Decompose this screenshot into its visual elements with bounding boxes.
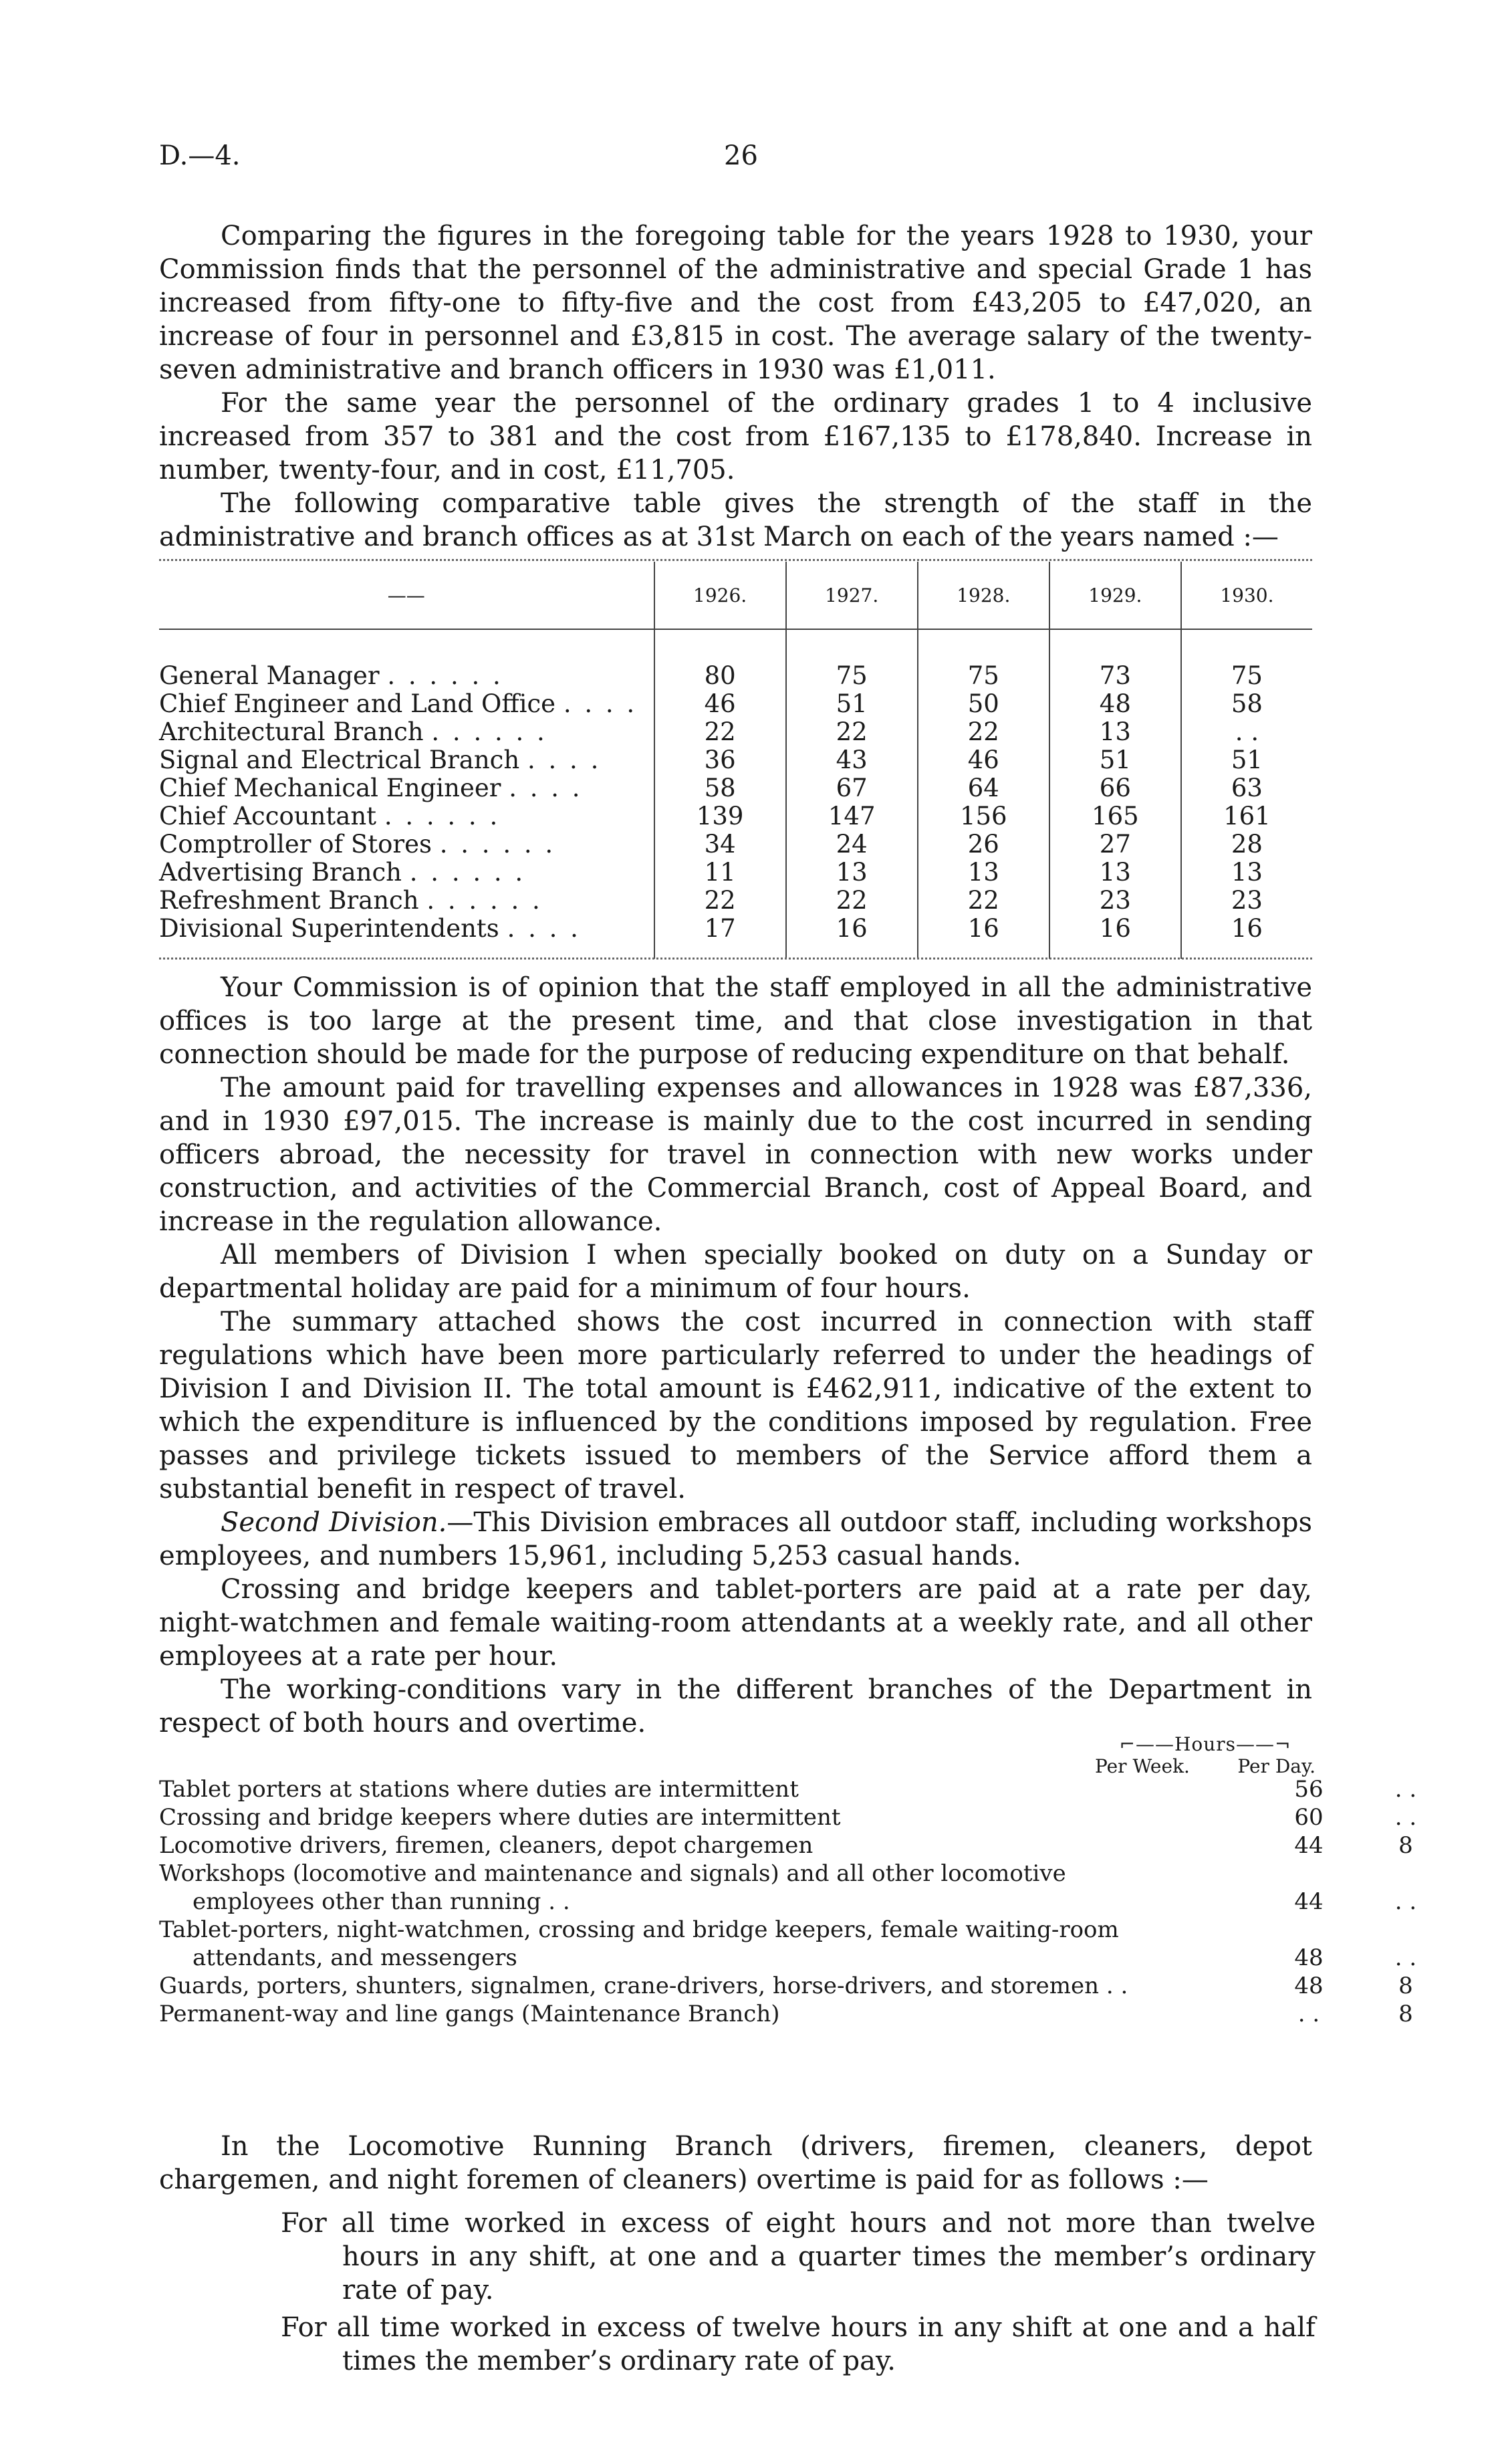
table-cell: 28 [1181, 830, 1312, 859]
table-cell: 34 [654, 830, 786, 859]
table-cell: 13 [786, 859, 918, 887]
document-reference: D.—4. [159, 140, 241, 171]
table-cell: 139 [654, 802, 786, 830]
paragraph: For the same year the personnel of the ordinary grades 1 to 4 inclusive increased from 357 to 381 and the cost from £167,135 to £178,840. Increase in number, twenty-four, and in cost, £11,705. [159, 388, 1312, 485]
paragraph: Your Commission is of opinion that the staff employed in all the administrative offices is too large at the present time, and that close investigation in that connection should be made for the purpose of reducing expenditure on that behalf. [159, 972, 1312, 1070]
column-header: 1930. [1181, 562, 1312, 629]
hours-per-day: . . [1394, 1944, 1417, 1971]
table-row [159, 774, 1312, 802]
hours-per-week: . . [1297, 2001, 1320, 2027]
row-label [159, 746, 654, 774]
row-label-text: Chief Engineer and Land Office [159, 689, 556, 718]
intro-section [159, 219, 1312, 554]
row-leader-dots: . . . . [527, 746, 602, 774]
table-cell: 51 [1049, 746, 1181, 774]
row-label-text: Advertising Branch [159, 858, 402, 887]
table-cell: 48 [1049, 690, 1181, 718]
hours-row [159, 1860, 1312, 1888]
hours-per-day: . . [1394, 1804, 1417, 1831]
hours-row-label: Crossing and bridge keepers where duties are intermittent [159, 1804, 841, 1831]
table-cell: 80 [654, 662, 786, 690]
table-cell: 23 [1049, 887, 1181, 915]
table-cell: 46 [918, 746, 1049, 774]
row-label-text: General Manager [159, 661, 380, 690]
hours-row [159, 1803, 1417, 1831]
table-cell: 24 [786, 830, 918, 859]
column-header: 1928. [918, 562, 1049, 629]
hours-row-label: Guards, porters, shunters, signalmen, crane-drivers, horse-drivers, and storemen . . [159, 1973, 1128, 1999]
table-row [159, 887, 1312, 915]
row-label [159, 802, 654, 830]
page-number: 26 [724, 140, 758, 171]
table-cell: 16 [1049, 915, 1181, 943]
paragraph: The following comparative table gives the strength of the staff in the administrative and branch offices as at 31st March on each of the years named :— [159, 488, 1312, 552]
per-day-header: Per Day. [1237, 1755, 1316, 1777]
table-cell: 13 [1181, 859, 1312, 887]
table-cell: 147 [786, 802, 918, 830]
second-division-text: —This Division embraces all outdoor staff, including workshops employees, and numbers 15,961, including 5,253 casual hands. [159, 1507, 1312, 1571]
table-row [159, 746, 1312, 774]
locomotive-section [159, 2130, 1312, 2197]
column-header: 1926. [654, 562, 786, 629]
table-cell: 64 [918, 774, 1049, 802]
hours-group-label: ⌐——Hours——¬ [1119, 1733, 1291, 1755]
second-division-paragraph [159, 1506, 1312, 1573]
table-cell: 43 [786, 746, 918, 774]
second-division-heading: Second Division. [221, 1507, 447, 1538]
middle-section [159, 971, 1312, 1740]
table-cell: 58 [654, 774, 786, 802]
paragraph: In the Locomotive Running Branch (drivers, firemen, cleaners, depot chargemen, and night foremen of cleaners) overtime is paid for as follows :— [159, 2131, 1312, 2195]
table-cell: 17 [654, 915, 786, 943]
row-label-text: Refreshment Branch [159, 886, 419, 915]
hours-per-day: . . [1394, 1776, 1417, 1803]
row-label [159, 690, 654, 718]
table-cell: 75 [786, 662, 918, 690]
table-cell: 36 [654, 746, 786, 774]
hours-per-week: 60 [1294, 1804, 1324, 1831]
hours-row-label: Permanent-way and line gangs (Maintenance Branch) [159, 2001, 780, 2027]
row-label-text: Chief Accountant [159, 802, 377, 830]
table-cell: 11 [654, 859, 786, 887]
paragraph: Comparing the figures in the foregoing table for the years 1928 to 1930, your Commission finds that the personnel of the administrative and special Grade 1 has increased from fifty-one to fifty-five and the cost from £43,205 to £47,020, an increase of four in personnel and £3,815 in cost. The average salary of the twenty-seven administrative and branch officers in 1930 was £1,011. [159, 221, 1312, 385]
table-cell: 161 [1181, 802, 1312, 830]
row-label [159, 662, 654, 690]
table-cell: 13 [1049, 859, 1181, 887]
table-cell: 22 [786, 887, 918, 915]
table-cell: . . [1181, 718, 1312, 746]
hours-row [159, 1888, 1417, 1916]
hours-row [159, 1944, 1417, 1972]
table-cell: 13 [1049, 718, 1181, 746]
table-cell: 75 [918, 662, 1049, 690]
table-cell: 165 [1049, 802, 1181, 830]
paragraph: Crossing and bridge keepers and tablet-porters are paid at a rate per day, night-watchmen and female waiting-room attendants at a weekly rate, and all other employees at a rate per hour. [159, 1574, 1312, 1672]
hours-row [159, 1916, 1312, 1944]
staff-strength-table [159, 562, 1312, 959]
table-cell: 23 [1181, 887, 1312, 915]
row-label [159, 830, 654, 859]
row-leader-dots: . . . . [563, 689, 638, 718]
hours-per-week: 56 [1294, 1776, 1324, 1803]
table-cell: 51 [786, 690, 918, 718]
row-leader-dots: . . . . [509, 774, 583, 802]
hours-per-week: 44 [1294, 1888, 1324, 1915]
table-cell: 27 [1049, 830, 1181, 859]
table-corner: —— [159, 562, 654, 629]
table-cell: 22 [654, 887, 786, 915]
table-cell: 66 [1049, 774, 1181, 802]
table-cell: 50 [918, 690, 1049, 718]
row-leader-dots: . . . . [507, 914, 581, 943]
paragraph: The summary attached shows the cost incurred in connection with staff regulations which have been more particularly referred to under the headings of Division I and Division II. The total amount is £462,911, indicative of the extent to which the expenditure is influenced by the conditions imposed by regulation. Free passes and privilege tickets issued to members of the Service afford them a substantial benefit in respect of travel. [159, 1307, 1312, 1504]
row-label-text: Comptroller of Stores [159, 830, 432, 859]
hours-row-label: Workshops (locomotive and maintenance and signals) and all other locomotive [159, 1860, 1066, 1887]
row-label [159, 859, 654, 887]
hours-column-heading [1095, 1733, 1316, 1777]
hours-per-week: 48 [1294, 1973, 1324, 1999]
hours-per-day: 8 [1398, 2001, 1413, 2027]
table-row [159, 718, 1312, 746]
hours-per-week: 44 [1294, 1832, 1324, 1859]
table-row [159, 802, 1312, 830]
paragraph: All members of Division I when specially booked on duty on a Sunday or departmental holiday are paid for a minimum of four hours. [159, 1240, 1312, 1304]
hours-row-label: Tablet porters at stations where duties are intermittent [159, 1776, 799, 1803]
table-cell: 16 [918, 915, 1049, 943]
row-label-text: Architectural Branch [159, 717, 424, 746]
page-header [159, 140, 1309, 181]
overtime-rules [281, 2207, 1316, 2382]
row-label [159, 915, 654, 943]
row-label [159, 718, 654, 746]
row-label-text: Chief Mechanical Engineer [159, 774, 501, 802]
hours-row [159, 1775, 1417, 1803]
hours-row [159, 2000, 1413, 2028]
table-row [159, 662, 1312, 690]
table-cell: 46 [654, 690, 786, 718]
table-cell: 22 [786, 718, 918, 746]
table-spacer-row [159, 629, 1312, 662]
column-header: 1929. [1049, 562, 1181, 629]
table-cell: 67 [786, 774, 918, 802]
table-cell: 13 [918, 859, 1049, 887]
table-end-row [159, 943, 1312, 959]
row-leader-dots: . . . . . . [426, 886, 543, 915]
hours-per-week: 48 [1294, 1944, 1324, 1971]
column-header: 1927. [786, 562, 918, 629]
overtime-rule: For all time worked in excess of twelve hours in any shift at one and a half times the member’s ordinary rate of pay. [281, 2312, 1316, 2376]
table-row [159, 830, 1312, 859]
row-leader-dots: . . . . . . [384, 802, 501, 830]
table-cell: 26 [918, 830, 1049, 859]
row-label [159, 774, 654, 802]
hours-row-label: Tablet-porters, night-watchmen, crossing and bridge keepers, female waiting-room [159, 1916, 1119, 1943]
table-cell: 156 [918, 802, 1049, 830]
overtime-rule: For all time worked in excess of eight hours and not more than twelve hours in any shift, at one and a quarter times the member’s ordinary rate of pay. [281, 2208, 1316, 2306]
table-cell: 16 [1181, 915, 1312, 943]
paragraph: The amount paid for travelling expenses and allowances in 1928 was £87,336, and in 1930 £97,015. The increase is mainly due to the cost incurred in sending officers abroad, the necessity for travel in connection with new works under construction, and activities of the Commercial Branch, cost of Appeal Board, and increase in the regulation allowance. [159, 1073, 1312, 1237]
hours-per-day: 8 [1398, 1832, 1413, 1859]
table-top-rule [159, 559, 1312, 561]
table-cell: 63 [1181, 774, 1312, 802]
hours-table [159, 1775, 1417, 2028]
row-label [159, 887, 654, 915]
row-leader-dots: . . . . . . [439, 830, 556, 859]
hours-per-day: . . [1394, 1888, 1417, 1915]
hours-row-label: attendants, and messengers [193, 1944, 517, 1971]
table-bottom-rule [159, 958, 1312, 960]
row-leader-dots: . . . . . . [387, 661, 503, 690]
hours-row [159, 1831, 1413, 1860]
table-cell: 22 [918, 887, 1049, 915]
table-cell: 73 [1049, 662, 1181, 690]
table-cell: 22 [654, 718, 786, 746]
table-cell: 75 [1181, 662, 1312, 690]
table-row [159, 690, 1312, 718]
row-leader-dots: . . . . . . [409, 858, 526, 887]
row-label-text: Divisional Superintendents [159, 914, 499, 943]
per-week-header: Per Week. [1095, 1755, 1190, 1777]
table-header-row [159, 562, 1312, 629]
table-cell: 51 [1181, 746, 1312, 774]
row-label-text: Signal and Electrical Branch [159, 746, 520, 774]
table-cell: 58 [1181, 690, 1312, 718]
table-cell: 22 [918, 718, 1049, 746]
hours-row [159, 1972, 1413, 2000]
hours-row-label: employees other than running . . [193, 1888, 570, 1915]
hours-row-label: Locomotive drivers, firemen, cleaners, depot chargemen [159, 1832, 814, 1859]
table-row [159, 915, 1312, 943]
paragraph: The working-conditions vary in the different branches of the Department in respect of both hours and overtime. [159, 1674, 1312, 1739]
row-leader-dots: . . . . . . [431, 717, 547, 746]
table-cell: 16 [786, 915, 918, 943]
hours-per-day: 8 [1398, 1973, 1413, 1999]
table-row [159, 859, 1312, 887]
